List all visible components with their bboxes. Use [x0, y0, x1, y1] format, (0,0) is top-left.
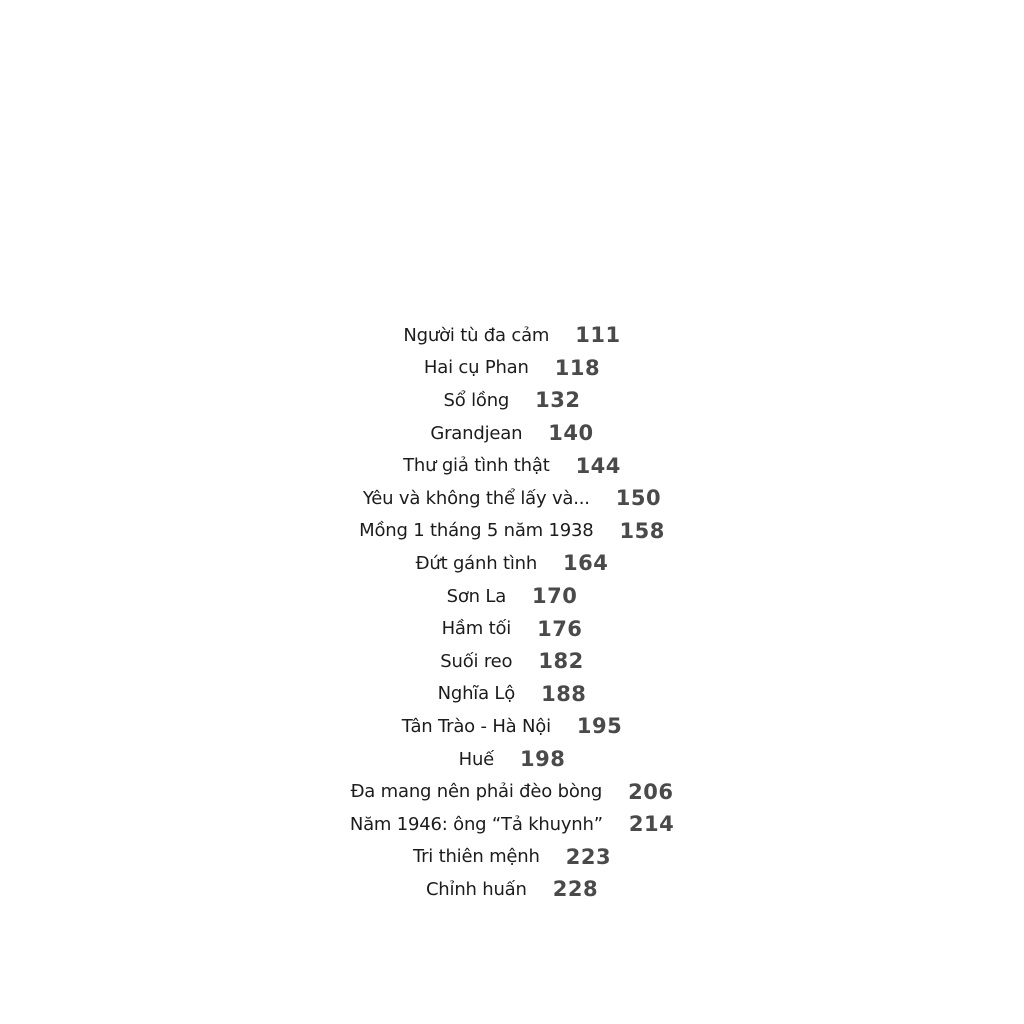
toc-entry: [0, 515, 1024, 548]
toc-entry-title: Mồng 1 tháng 5 năm 1938: [359, 520, 594, 542]
toc-entry-title: Người tù đa cảm: [403, 324, 550, 346]
toc-entry-page: 228: [552, 877, 599, 902]
toc-entry-title: Nghĩa Lộ: [437, 683, 516, 705]
toc-entry-page: 144: [575, 453, 621, 478]
toc-entry-title: Đứt gánh tình: [415, 552, 538, 574]
toc-entry-title: Tân Trào - Hà Nội: [401, 715, 551, 737]
toc-entry: [0, 417, 1024, 450]
toc-entry: [0, 808, 1024, 841]
toc-entry: [0, 384, 1024, 417]
toc-entry-page: 150: [615, 486, 662, 511]
toc-entry: [0, 547, 1024, 580]
toc-entry-title: Hầm tối: [441, 618, 512, 640]
toc-entry-page: 223: [565, 844, 612, 869]
toc-entry: [0, 841, 1024, 874]
toc-entry: [0, 775, 1024, 808]
toc-entry-page: 182: [538, 649, 584, 674]
toc-entry-title: Đa mang nên phải đèo bòng: [350, 781, 603, 803]
toc-entry-page: 198: [520, 747, 566, 772]
toc-entry-page: 176: [537, 616, 583, 641]
toc-entry-title: Huế: [458, 748, 495, 770]
toc-entry-title: Tri thiên mệnh: [412, 846, 540, 868]
toc-entry: [0, 743, 1024, 776]
toc-entry: [0, 645, 1024, 678]
toc-entry: [0, 580, 1024, 613]
toc-entry-page: 158: [619, 518, 665, 543]
toc-entry-title: Chỉnh huấn: [425, 878, 527, 900]
toc-entry: [0, 710, 1024, 743]
toc-entry-title: Yêu và không thể lấy và...: [362, 487, 590, 509]
toc-entry: [0, 678, 1024, 711]
toc-entry-page: 164: [563, 551, 609, 576]
toc-entry-page: 206: [628, 779, 674, 804]
toc-entry-title: Suối reo: [440, 650, 513, 672]
toc-entry: [0, 612, 1024, 645]
toc-entry: [0, 319, 1024, 352]
toc-entry-page: 214: [628, 812, 675, 837]
toc-entry: [0, 873, 1024, 906]
toc-entry-page: 195: [576, 714, 623, 739]
toc-entry-title: Sơn La: [446, 585, 507, 607]
toc-entry-page: 170: [532, 584, 578, 609]
toc-entry: [0, 449, 1024, 482]
toc-entry-title: Năm 1946: ông “Tả khuynh”: [349, 813, 603, 835]
toc-entry: [0, 352, 1024, 385]
toc-entry-page: 132: [535, 388, 581, 413]
toc-entry-title: Hai cụ Phan: [423, 357, 529, 379]
toc-entry-page: 118: [554, 355, 601, 380]
toc-entry-title: Thư giả tình thật: [403, 455, 550, 477]
toc-entry-title: Sổ lồng: [443, 389, 510, 411]
toc-entry-page: 188: [541, 681, 587, 706]
toc-entry-title: Grandjean: [430, 422, 523, 444]
toc-entry: [0, 482, 1024, 515]
table-of-contents: [0, 319, 1024, 906]
toc-entry-page: 140: [548, 421, 594, 446]
toc-entry-page: 111: [575, 323, 621, 348]
